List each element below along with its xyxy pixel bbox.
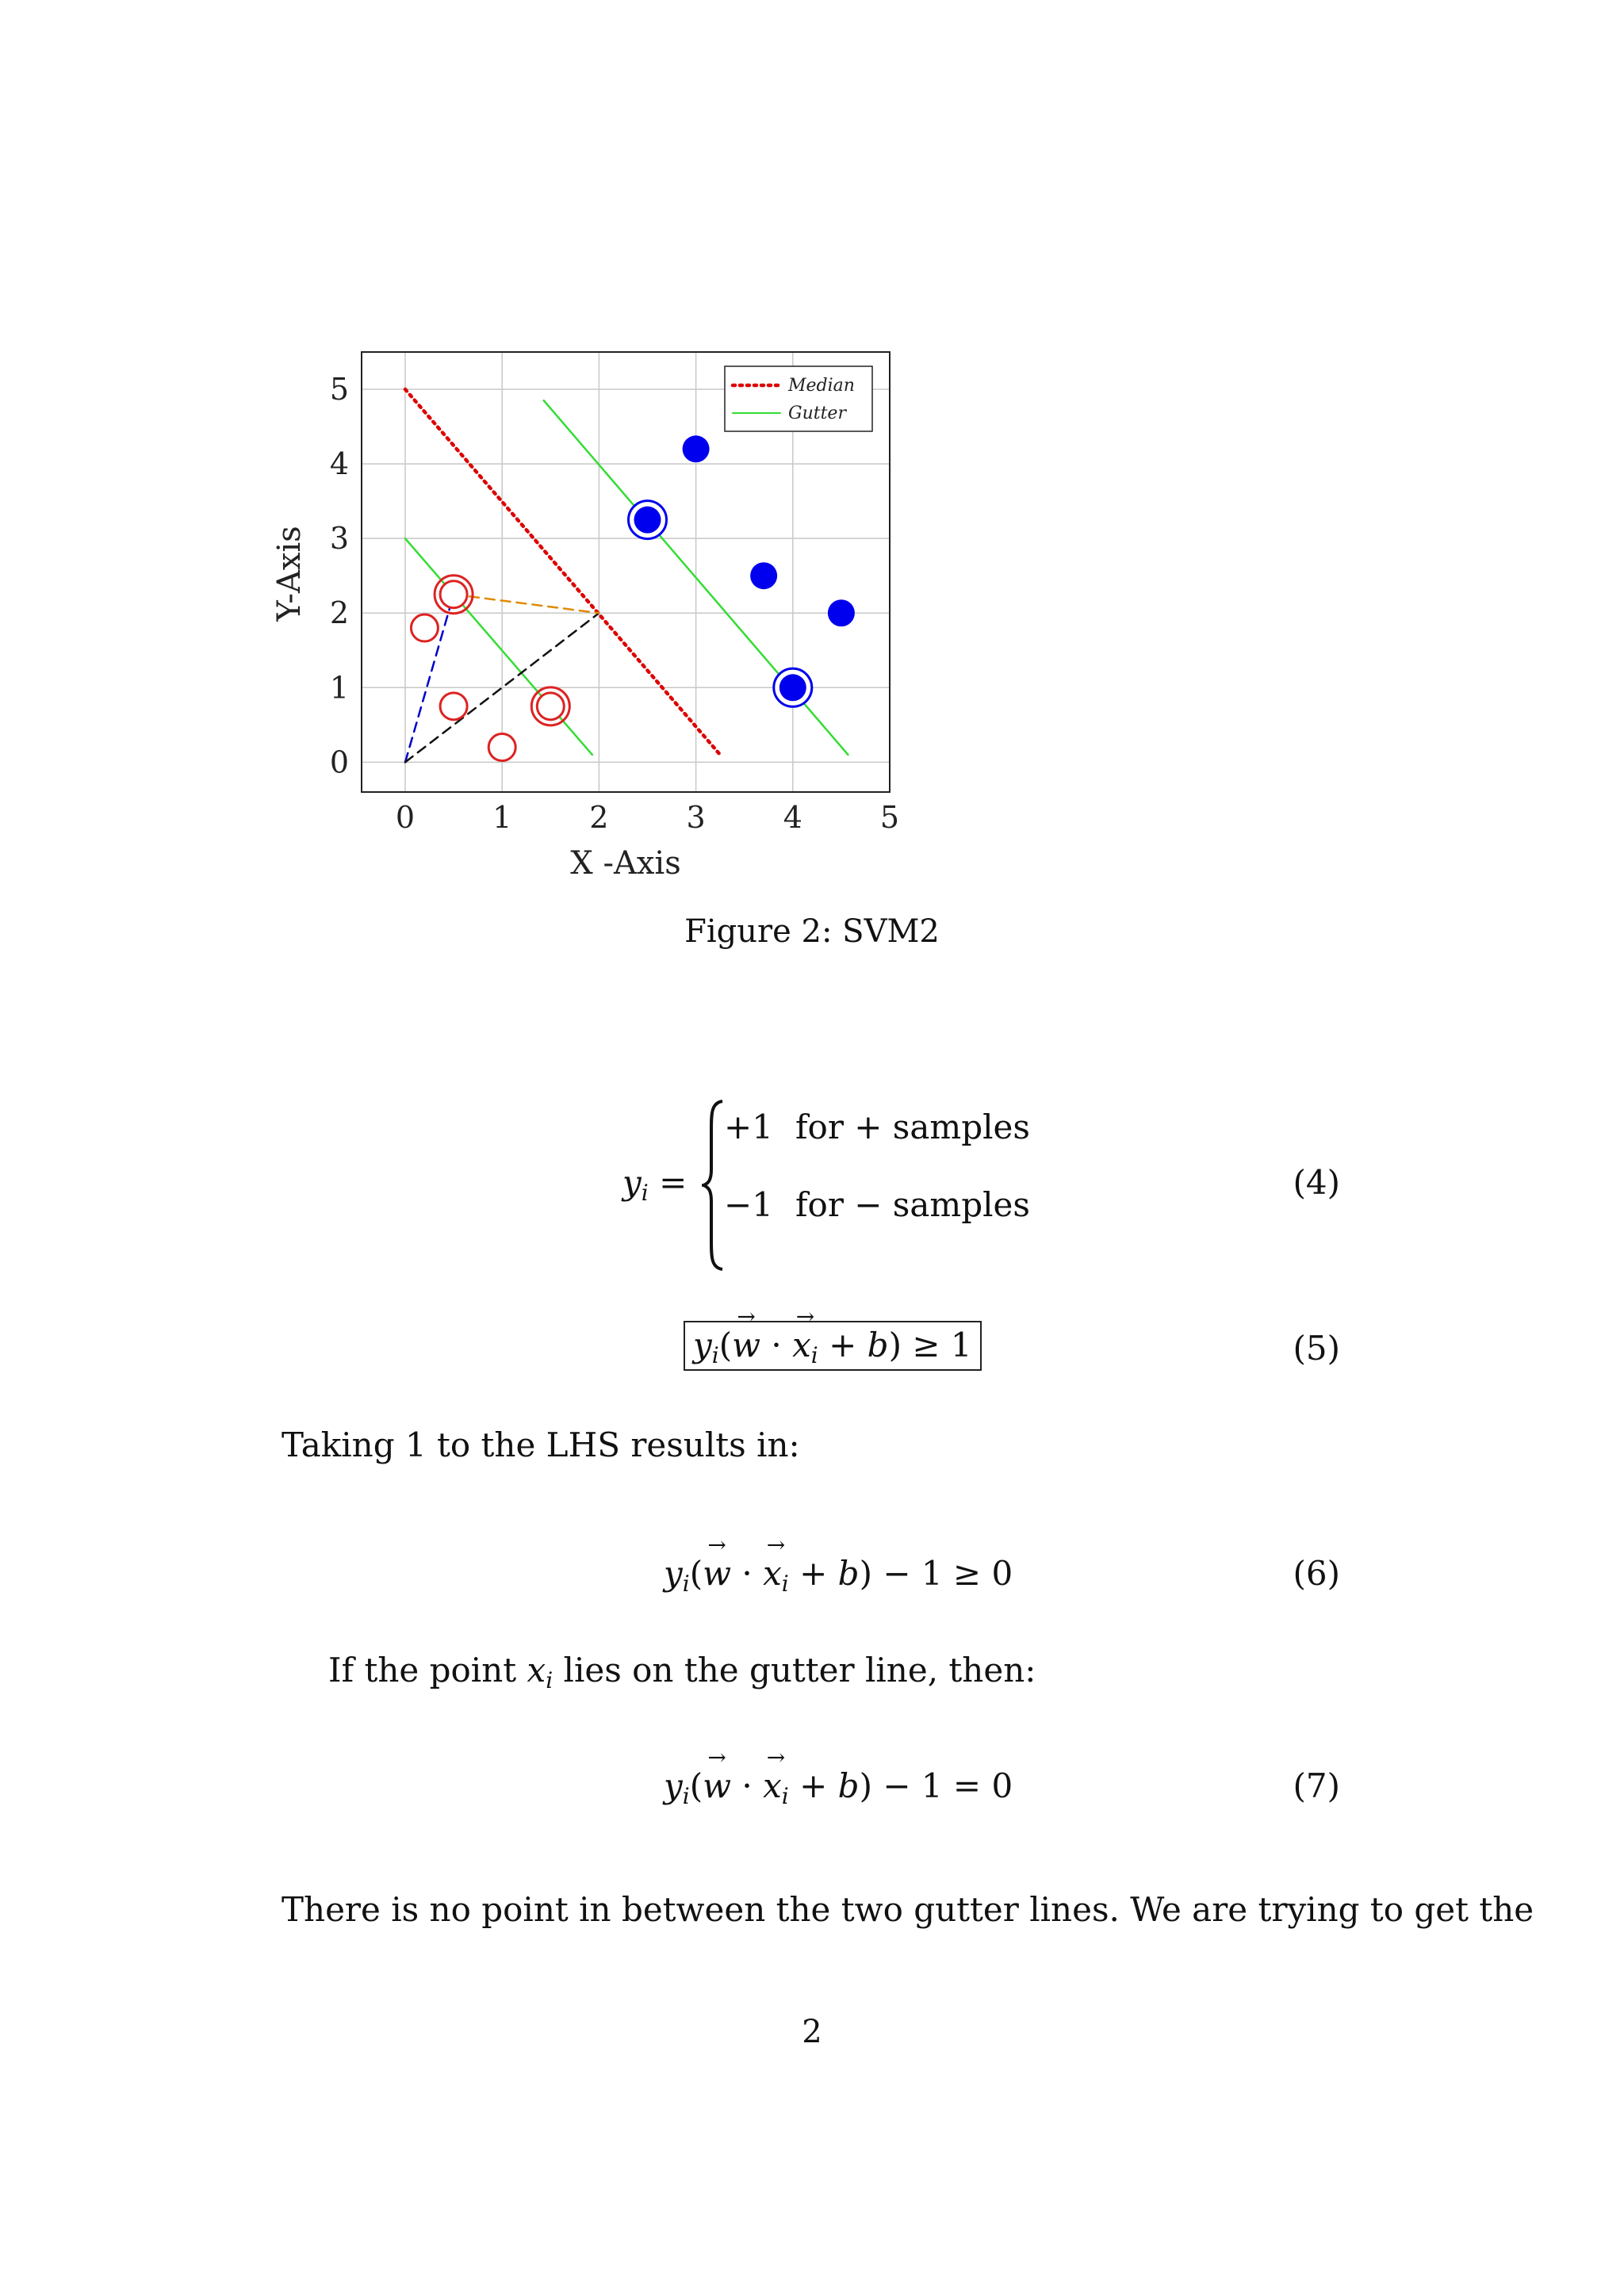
eq6-x-vector <box>763 1554 789 1597</box>
eq4-case-positive <box>724 1108 1030 1146</box>
eq6-b: b <box>837 1554 860 1593</box>
y-tick-label: 4 <box>329 446 349 482</box>
eq4-y: y <box>622 1163 642 1202</box>
text-gutter-x: x <box>527 1651 546 1689</box>
x-tick-label: 1 <box>492 800 512 835</box>
legend-label: Gutter <box>788 404 846 423</box>
equation-5 <box>684 1326 982 1368</box>
negative-sample-point <box>537 693 564 720</box>
positive-sample-point <box>634 507 661 534</box>
text-gutter-b: lies on the gutter line, then: <box>553 1651 1036 1689</box>
positive-sample-point <box>828 599 855 626</box>
gutter-line <box>405 538 592 755</box>
text-no-point: There is no point in between the two gutter lines. We are trying to get the <box>282 1890 1534 1929</box>
eq4-case2-value: −1 <box>724 1185 773 1224</box>
y-axis-label: Y-Axis <box>271 526 308 622</box>
eq4-case2-text: for − samples <box>795 1185 1030 1224</box>
eq5-sub: i <box>711 1342 719 1368</box>
negative-sample-point <box>440 581 467 608</box>
eq7-sub: i <box>682 1783 690 1809</box>
vector-line <box>454 595 599 614</box>
positive-sample-point <box>750 562 777 589</box>
x-tick-label: 3 <box>686 800 706 835</box>
eq4-sub: i <box>641 1180 649 1206</box>
equation-7: $y_i(\to w$ · → $x_i + b) - 1 = 0$ <box>664 1766 1013 1809</box>
y-tick-label: 2 <box>329 595 349 631</box>
x-axis-label: X -Axis <box>570 845 681 882</box>
page-number: 2 <box>802 2014 822 2050</box>
eq4-number: (4) <box>1293 1163 1340 1202</box>
eq4-lhs <box>622 1163 687 1206</box>
equation-6: $y_i(\to w$ · → $x_i + b) - 1 \ge 0$ <box>664 1554 1013 1597</box>
y-tick-label: 3 <box>329 521 349 557</box>
text-gutter-a: If the point <box>328 1651 527 1689</box>
y-tick-label: 1 <box>329 670 349 706</box>
eq7-number: (7) <box>1293 1766 1340 1805</box>
legend-label: Median <box>788 376 855 396</box>
text-gutter <box>328 1651 1036 1693</box>
x-tick-label: 2 <box>589 800 609 835</box>
negative-sample-point <box>440 693 467 720</box>
figure-caption: Figure 2: SVM2 <box>684 913 940 950</box>
eq7-w-vector: → w <box>703 1766 731 1805</box>
y-tick-label: 5 <box>329 372 349 408</box>
eq5-number: (5) <box>1293 1329 1340 1368</box>
eq6-number: (6) <box>1293 1554 1340 1593</box>
eq6-relation: − 1 ≥ 0 <box>883 1554 1013 1593</box>
eq7-b: b <box>837 1766 860 1805</box>
eq4-case-negative <box>724 1185 1030 1224</box>
eq6-y: y <box>664 1554 683 1593</box>
eq5-x: x <box>792 1326 811 1364</box>
negative-sample-point <box>488 734 515 761</box>
eq5-y: y <box>693 1326 712 1364</box>
eq5-x-sub: i <box>810 1342 818 1368</box>
eq6-x-sub: i <box>781 1571 789 1597</box>
eq7-x-sub: i <box>781 1783 789 1809</box>
eq7-x: x <box>763 1766 782 1805</box>
svm-scatter-chart <box>270 333 920 888</box>
eq4-equals: = <box>659 1163 688 1202</box>
y-tick-label: 0 <box>329 744 349 780</box>
eq5-x-vector <box>792 1326 818 1368</box>
eq6-x: x <box>763 1554 782 1593</box>
tick-labels <box>330 372 899 835</box>
negative-sample-point <box>411 614 438 641</box>
eq4-case1-text: for + samples <box>795 1108 1030 1146</box>
x-tick-label: 5 <box>879 800 900 835</box>
eq5-w-vector: → w <box>732 1326 760 1364</box>
legend <box>725 366 872 431</box>
eq6-w-vector: → w <box>703 1554 731 1593</box>
eq7-y: y <box>664 1766 683 1805</box>
text-gutter-sub: i <box>546 1667 553 1693</box>
left-brace-icon <box>702 1098 726 1272</box>
positive-sample-point <box>779 674 806 701</box>
eq5-relation: ≥ 1 <box>912 1326 972 1364</box>
eq5-b: b <box>867 1326 889 1364</box>
eq7-relation: − 1 = 0 <box>883 1766 1013 1805</box>
positive-sample-point <box>683 435 710 462</box>
eq6-sub: i <box>682 1571 690 1597</box>
chart-lines <box>405 389 848 762</box>
eq7-x-vector <box>763 1766 789 1809</box>
eq5-box: $y_i(\to w$ · → $x_i + b) \ge 1$ <box>684 1321 982 1371</box>
text-lhs: Taking 1 to the LHS results in: <box>282 1425 800 1464</box>
x-tick-label: 0 <box>395 800 416 835</box>
x-tick-label: 4 <box>783 800 802 835</box>
eq4-case1-value: +1 <box>724 1108 773 1146</box>
